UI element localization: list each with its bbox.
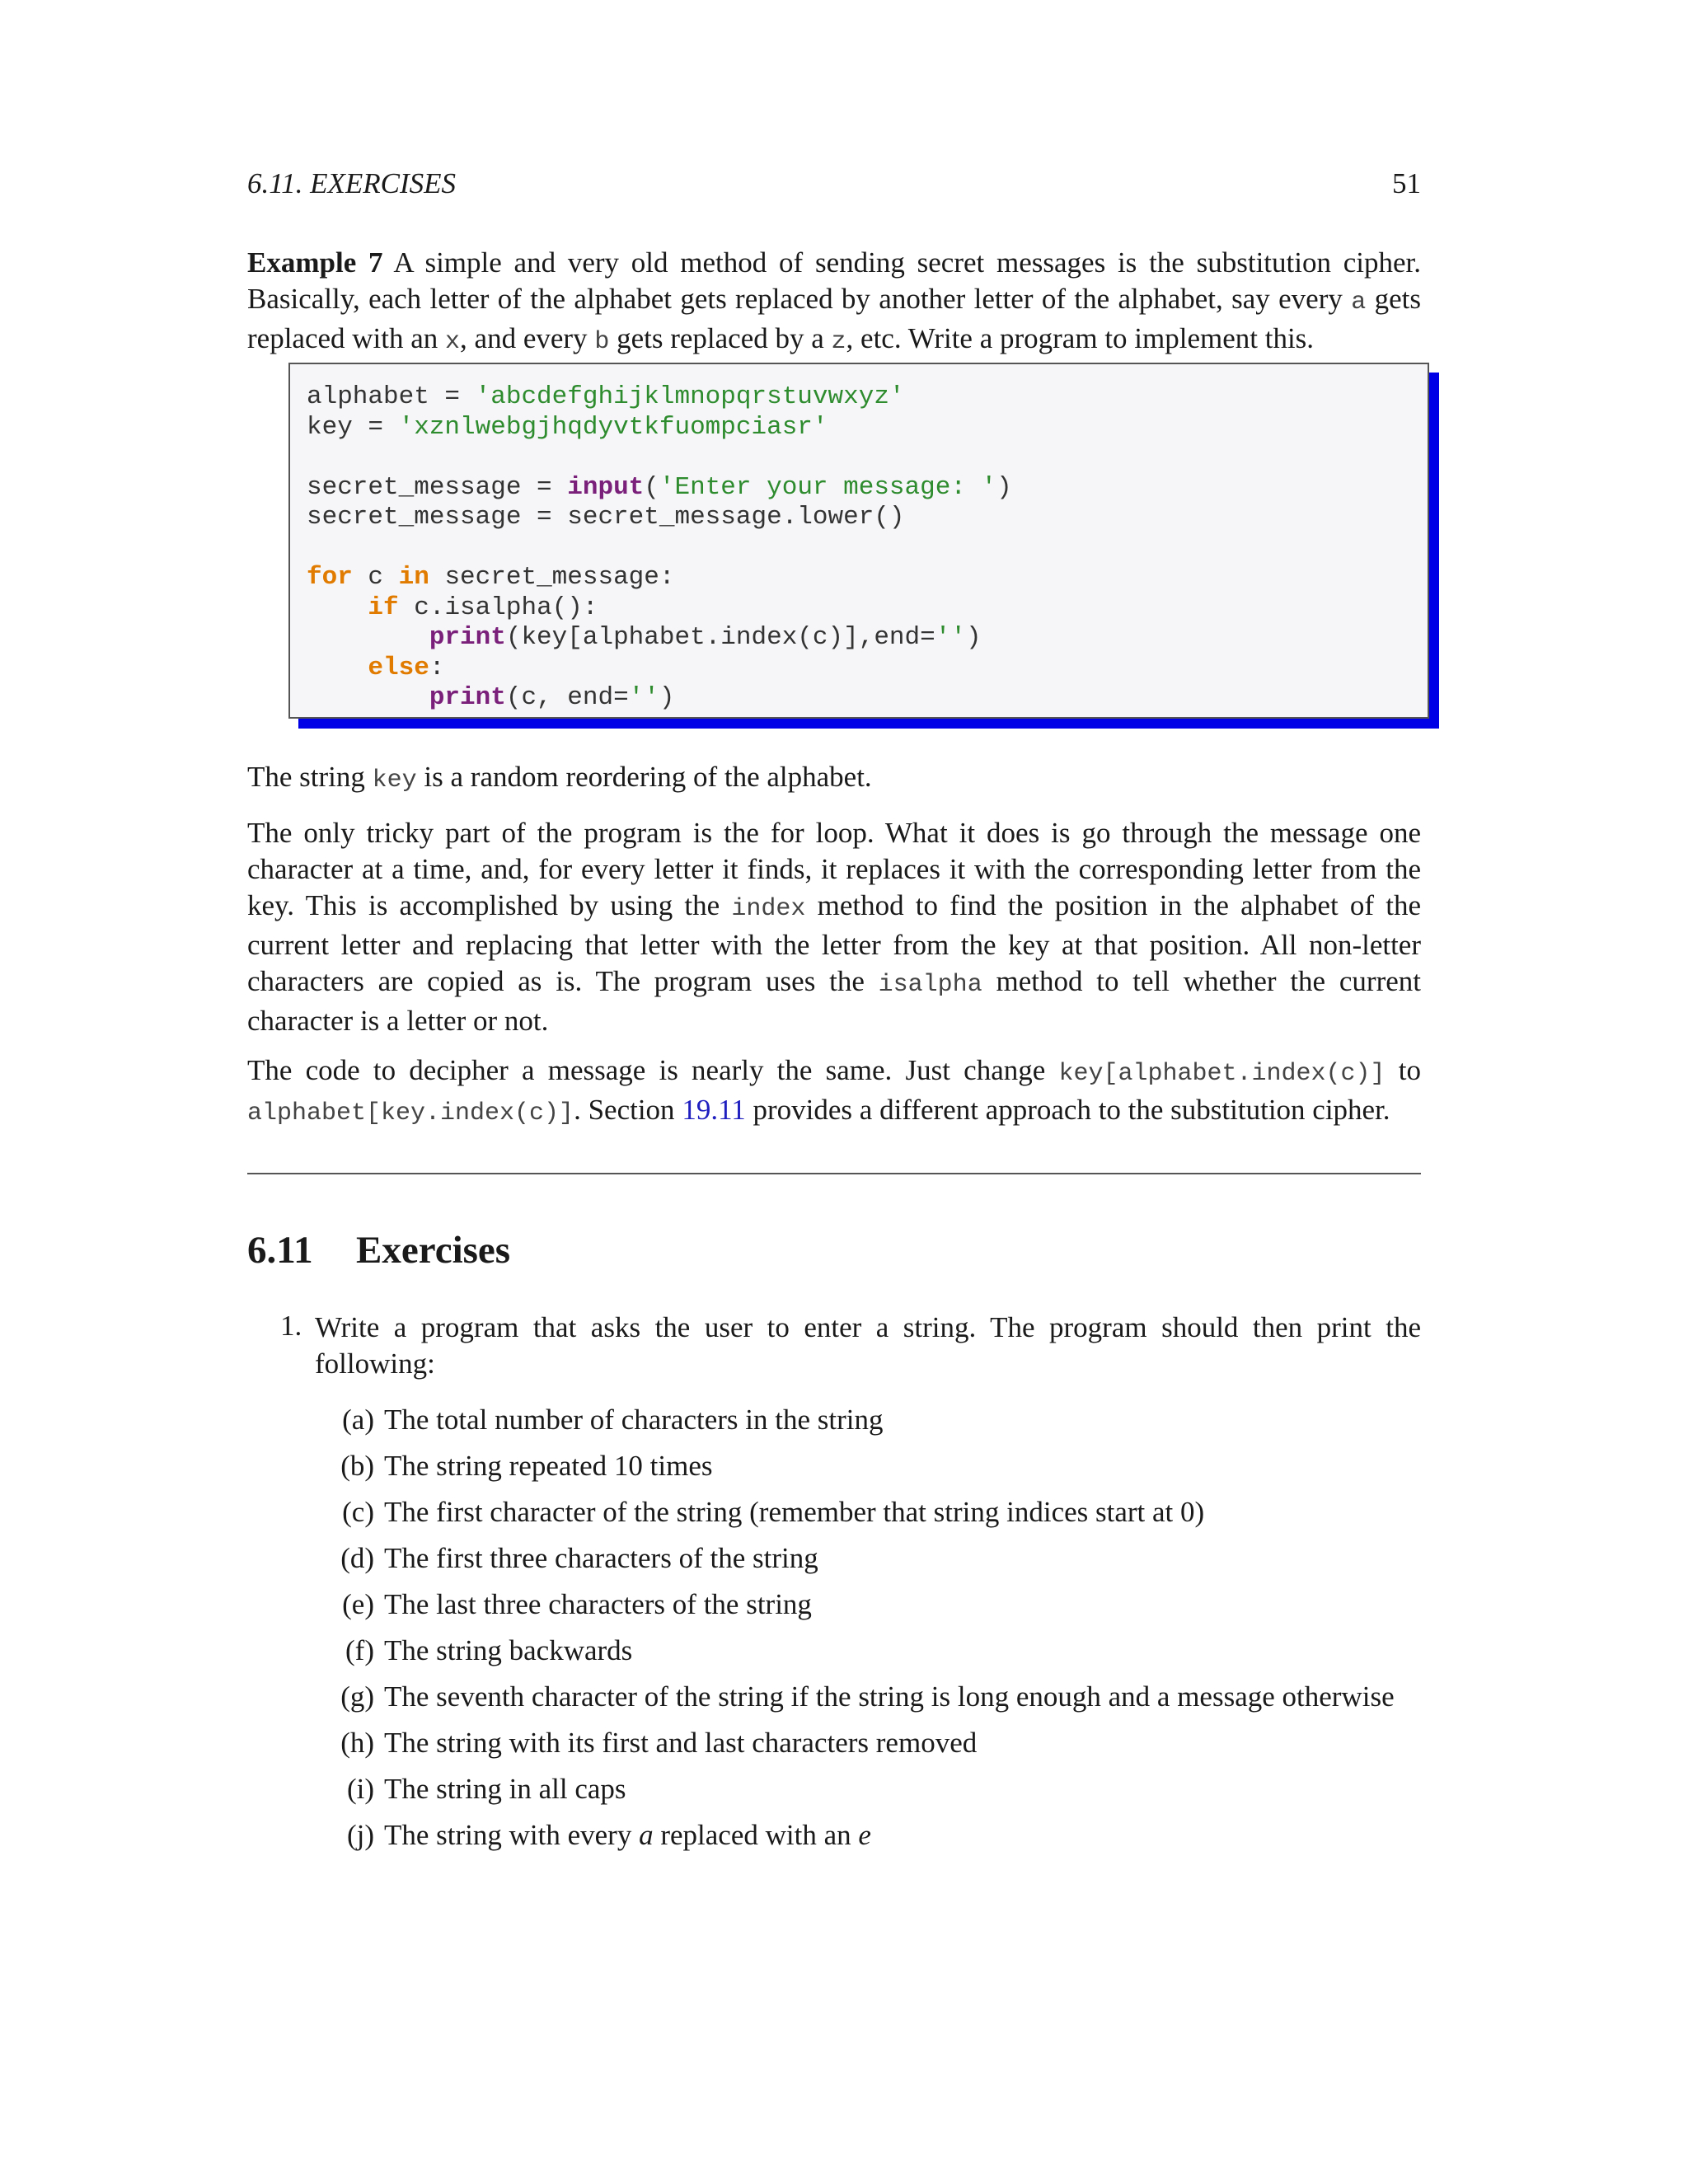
exercise-item <box>325 1680 1395 1713</box>
inline-code: index <box>731 895 806 923</box>
code-builtin: print <box>429 623 506 652</box>
item-label: (g) <box>340 1680 374 1713</box>
code-text: : <box>429 653 445 682</box>
item-variable: a <box>639 1819 654 1851</box>
body-text: The string <box>247 761 373 793</box>
code-text: secret_message = <box>307 472 568 502</box>
item-text: The total number of characters in the string <box>384 1404 884 1436</box>
item-text: The last three characters of the string <box>384 1588 812 1620</box>
inline-code: alphabet[key.index(c)] <box>247 1099 574 1127</box>
item-label: (a) <box>342 1404 374 1436</box>
code-string: 'abcdefghijklmnopqrstuvwxyz' <box>475 382 905 411</box>
code-text: (c, end= <box>505 683 629 712</box>
code-text: ) <box>965 623 982 652</box>
code-keyword: in <box>398 563 429 592</box>
body-text: is a random reordering of the alphabet. <box>416 761 872 793</box>
item-text: The first character of the string (remember that string indices start at 0) <box>384 1496 1205 1528</box>
example-text: gets replaced by a <box>609 322 832 354</box>
item-label: (e) <box>342 1588 374 1620</box>
example-text: A simple and very old method of sending secret messages is the substitution cipher. Basically, each letter of the alphabet gets replaced by another letter of the alphabet, say every <box>247 246 1421 315</box>
code-string: '' <box>935 623 966 652</box>
inline-code: a <box>1351 288 1367 316</box>
exercise-item <box>325 1496 1204 1529</box>
exercise-text: Write a program that asks the user to enter a string. The program should then print the following: <box>315 1311 1421 1380</box>
example-intro <box>247 245 1421 360</box>
example-text: , etc. Write a program to implement this. <box>846 322 1315 354</box>
code-string: 'xznlwebgjhqdyvtkfuompciasr' <box>398 412 828 442</box>
inline-code: b <box>594 328 610 356</box>
example-text: gets replaced with an <box>247 283 1421 354</box>
code-keyword: if <box>368 593 399 622</box>
code-keyword: else <box>368 653 429 682</box>
item-text: replaced with an <box>653 1819 859 1851</box>
code-listing <box>288 363 1429 719</box>
code-string: '' <box>628 683 659 712</box>
inline-code: isalpha <box>878 971 982 999</box>
code-keyword: for <box>307 563 353 592</box>
item-text: The string with its first and last characters removed <box>384 1727 978 1759</box>
body-text: provides a different approach to the substitution cipher. <box>745 1094 1390 1126</box>
code-builtin: print <box>429 683 506 712</box>
item-text: The string repeated 10 times <box>384 1450 713 1482</box>
inline-code: x <box>445 328 461 356</box>
code-text: alphabet = <box>307 382 476 411</box>
code-builtin: input <box>567 472 645 502</box>
body-text: method to tell whether the current character is a letter or not. <box>247 965 1421 1037</box>
code-text: c <box>352 563 399 592</box>
exercise-item <box>325 1634 632 1667</box>
paragraph-key <box>247 759 1421 799</box>
exercise-item <box>325 1404 883 1436</box>
horizontal-rule <box>247 1173 1421 1174</box>
page-number: 51 <box>1392 167 1421 199</box>
item-label: (d) <box>340 1542 374 1574</box>
exercise-item <box>325 1727 977 1760</box>
section-number: 6.11 <box>247 1229 313 1272</box>
item-label: (h) <box>340 1727 374 1759</box>
example-label: Example 7 <box>247 246 383 279</box>
exercise-item <box>325 1819 871 1852</box>
code-text: (key[alphabet.index(c)],end= <box>505 623 935 652</box>
paragraph-loop <box>247 815 1421 1039</box>
section-heading <box>247 1228 510 1272</box>
inline-code: key[alphabet.index(c)] <box>1058 1060 1386 1088</box>
exercise-item <box>325 1773 626 1806</box>
body-text: The code to decipher a message is nearly the same. Just change <box>247 1054 1059 1086</box>
exercise-number: 1. <box>280 1310 302 1342</box>
body-text: to <box>1385 1054 1421 1086</box>
item-label: (f) <box>345 1634 374 1666</box>
running-header <box>247 167 1421 200</box>
body-text: The only tricky part of the program is the for loop. What it does is go through the message one character at a time, and, for every letter it finds, it replaces it with the corresponding letter from the key. This is accomplished by using the <box>247 817 1421 921</box>
item-label: (i) <box>346 1773 374 1805</box>
code-text: secret_message: <box>429 563 675 592</box>
body-text: . Section <box>574 1094 682 1126</box>
code-text: ) <box>996 472 1012 502</box>
item-text: The string backwards <box>384 1634 633 1666</box>
code-text: ( <box>644 472 659 502</box>
item-variable: e <box>858 1819 871 1851</box>
header-section: 6.11. EXERCISES <box>247 167 457 199</box>
code-text: c.isalpha(): <box>398 593 598 622</box>
item-text: The first three characters of the string <box>384 1542 818 1574</box>
code-string: 'Enter your message: ' <box>659 472 997 502</box>
item-text: The string in all caps <box>384 1773 626 1805</box>
paragraph-decipher <box>247 1052 1421 1132</box>
section-title: Exercises <box>356 1229 511 1272</box>
item-text: The string with every <box>384 1819 640 1851</box>
example-text: , and every <box>460 322 595 354</box>
exercise-item <box>325 1542 818 1575</box>
section-link[interactable]: 19.11 <box>682 1094 746 1126</box>
item-text: The seventh character of the string if the string is long enough and a message otherwise <box>384 1680 1395 1713</box>
inline-code: key <box>372 766 417 794</box>
code-block <box>307 382 1012 714</box>
body-text: method to find the position in the alphabet of the current letter and replacing that letter with the letter from the key at that position. All non-letter characters are copied as is. The program uses the <box>247 889 1421 997</box>
code-text: secret_message = secret_message.lower() <box>307 503 905 532</box>
item-label: (b) <box>340 1450 374 1482</box>
code-text: key = <box>307 412 399 442</box>
item-label: (j) <box>346 1819 374 1851</box>
exercise-item <box>325 1450 712 1483</box>
code-text: ) <box>659 683 675 712</box>
item-label: (c) <box>342 1496 374 1528</box>
inline-code: z <box>831 328 846 356</box>
exercise-item <box>325 1588 812 1621</box>
